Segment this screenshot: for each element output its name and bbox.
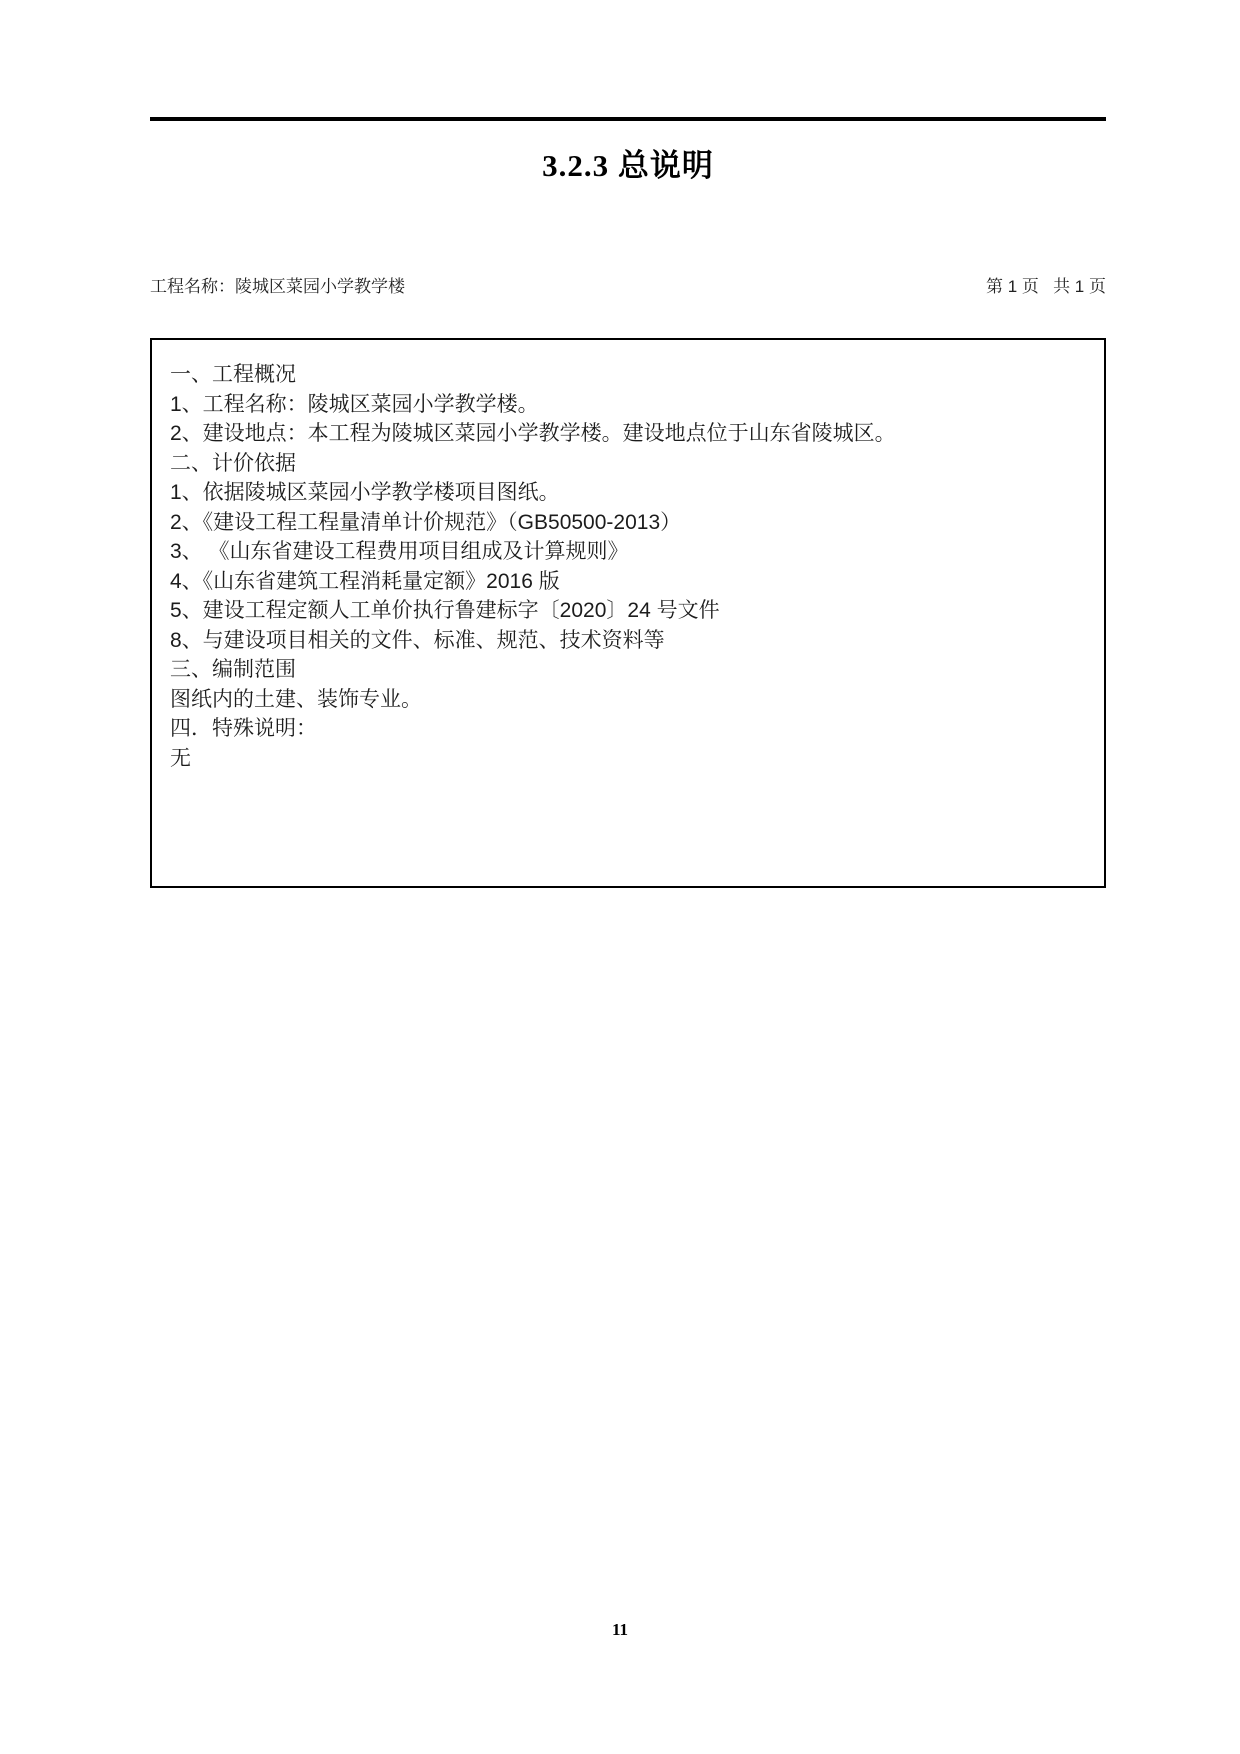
meta-row	[150, 272, 1106, 297]
note-line: 三、编制范围	[170, 658, 296, 681]
note-line: 2、《建设工程工程量清单计价规范》（GB50500-2013）	[170, 510, 682, 534]
note-line: 5、建设工程定额人工单价执行鲁建标字〔2020〕24 号文件	[170, 599, 720, 622]
project-name-label: 工程名称：陵城区菜园小学教学楼	[150, 277, 405, 296]
page-number: 11	[611, 1620, 629, 1639]
page-indicator: 第 1 页 共 1 页	[986, 277, 1106, 296]
document-title: 3.2.3 总说明	[542, 148, 714, 183]
note-line: 2、建设地点：本工程为陵城区菜园小学教学楼。建设地点位于山东省陵城区。	[170, 422, 896, 445]
note-line: 3、 《山东省建设工程费用项目组成及计算规则》	[170, 540, 629, 563]
note-line: 四．特殊说明：	[170, 717, 317, 740]
note-line: 二、计价依据	[170, 451, 296, 475]
note-line: 4、《山东省建筑工程消耗量定额》2016 版	[170, 569, 560, 593]
header-rule	[150, 117, 1106, 121]
note-line: 一、工程概况	[170, 363, 296, 386]
note-line: 1、工程名称：陵城区菜园小学教学楼。	[170, 392, 539, 416]
note-line: 8、与建设项目相关的文件、标准、规范、技术资料等	[170, 628, 665, 652]
note-line: 图纸内的土建、装饰专业。	[170, 687, 422, 711]
note-line: 1、依据陵城区菜园小学教学楼项目图纸。	[170, 481, 560, 504]
general-notes-box	[150, 338, 1106, 888]
note-line: 无	[170, 746, 191, 770]
